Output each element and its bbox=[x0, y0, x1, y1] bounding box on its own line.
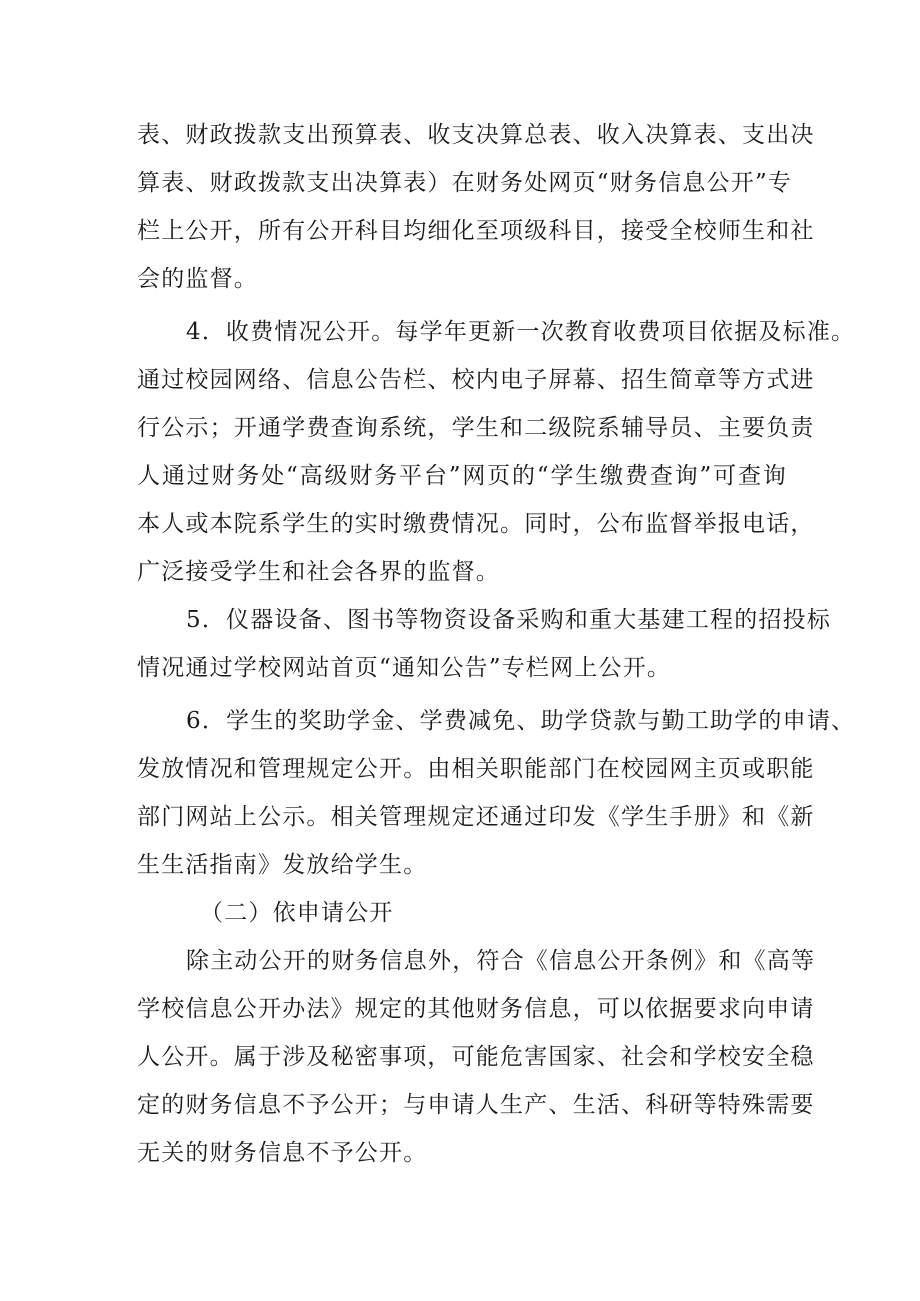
text-line: 学校信息公开办法》规定的其他财务信息，可以依据要求向申请 bbox=[137, 996, 815, 1022]
text-line: 部门网站上公示。相关管理规定还通过印发《学生手册》和《新 bbox=[137, 804, 815, 830]
text-line: 广泛接受学生和社会各界的监督。 bbox=[137, 559, 500, 585]
text-line: 人通过财务处“高级财务平台”网页的“学生缴费查询”可查询 bbox=[137, 463, 787, 489]
text-line: 本人或本院系学生的实时缴费情况。同时，公布监督举报电话， bbox=[137, 511, 815, 537]
text-line: 会的监督。 bbox=[137, 266, 258, 292]
text-line: 无关的财务信息不予公开。 bbox=[137, 1140, 428, 1166]
text-line: 人公开。属于涉及秘密事项，可能危害国家、社会和学校安全稳 bbox=[137, 1044, 815, 1070]
text-line: 行公示；开通学费查询系统，学生和二级院系辅导员、主要负责 bbox=[137, 415, 815, 441]
text-line: 栏上公开，所有公开科目均细化至项级科目，接受全校师生和社 bbox=[137, 218, 815, 244]
text-line: 5．仪器设备、图书等物资设备采购和重大基建工程的招投标 bbox=[186, 607, 832, 633]
section-heading: （二）依申请公开 bbox=[200, 900, 394, 926]
text-line: 表、财政拨款支出预算表、收支决算总表、收入决算表、支出决 bbox=[137, 122, 815, 148]
text-line: 算表、财政拨款支出决算表）在财务处网页“财务信息公开”专 bbox=[137, 170, 793, 196]
text-line: 除主动公开的财务信息外，符合《信息公开条例》和《高等 bbox=[186, 948, 816, 974]
text-line: 定的财务信息不予公开；与申请人生产、生活、科研等特殊需要 bbox=[137, 1092, 815, 1118]
text-line: 发放情况和管理规定公开。由相关职能部门在校园网主页或职能 bbox=[137, 756, 815, 782]
text-line: 6．学生的奖助学金、学费减免、助学贷款与勤工助学的申请、 bbox=[186, 708, 856, 734]
text-line: 生生活指南》发放给学生。 bbox=[137, 852, 428, 878]
text-line: 4．收费情况公开。每学年更新一次教育收费项目依据及标准。 bbox=[186, 319, 856, 345]
text-line: 情况通过学校网站首页“通知公告”专栏网上公开。 bbox=[137, 655, 672, 681]
text-line: 通过校园网络、信息公告栏、校内电子屏幕、招生简章等方式进 bbox=[137, 367, 815, 393]
